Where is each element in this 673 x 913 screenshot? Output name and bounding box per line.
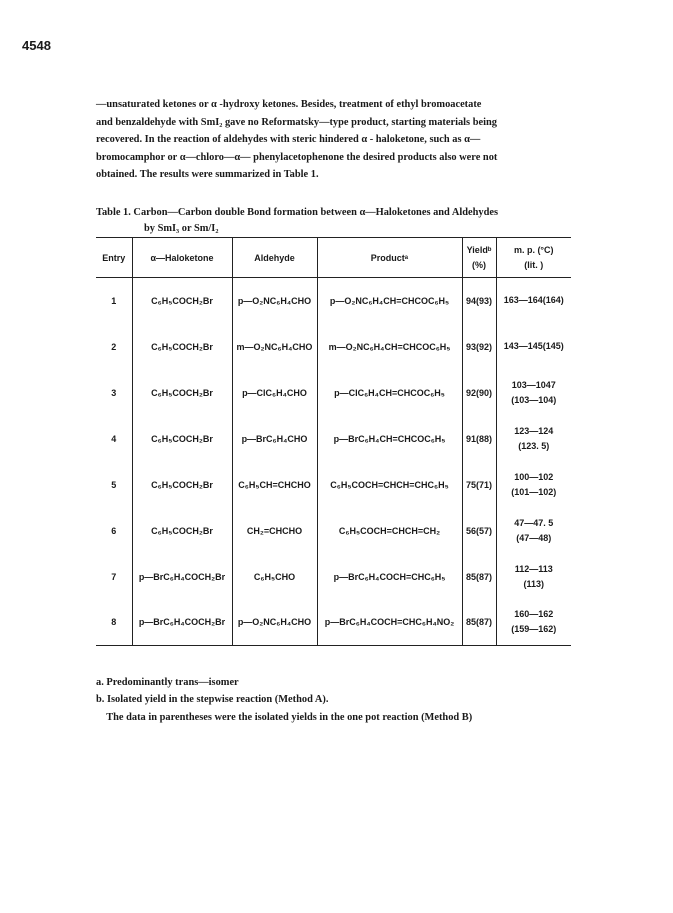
cell-aldehyde: p—O₂NC₆H₄CHO (232, 278, 317, 324)
header-product: Productᵃ (317, 238, 462, 278)
cell-mp-line1: 47—47. 5 (514, 517, 554, 528)
cell-haloketone: C₆H₅COCH₂Br (132, 462, 232, 508)
body-paragraph (96, 96, 570, 184)
cell-product: C₆H₅COCH=CHCH=CH₂ (317, 508, 462, 554)
cell-aldehyde: m—O₂NC₆H₄CHO (232, 324, 317, 370)
cell-mp-line2: (47—48) (516, 532, 552, 543)
cell-mp-line2: (101—102) (511, 486, 557, 497)
cell-product: m—O₂NC₆H₄CH=CHCOC₆H₅ (317, 324, 462, 370)
table-row (96, 370, 571, 416)
cell-mp-line1: 143—145(145) (503, 341, 564, 351)
cell-yield: 93(92) (462, 324, 496, 370)
table-caption-line1: Table 1. Carbon—Carbon double Bond formation between α—Haloketones and Aldehydes (96, 207, 499, 218)
table-row (96, 324, 571, 370)
body-line: bromocamphor or α—chloro—α— phenylacetophenone the desired products also were not (96, 151, 498, 163)
header-aldehyde: Aldehyde (232, 238, 317, 278)
cell-yield: 75(71) (462, 462, 496, 508)
header-mp-line2: (lit. ) (524, 259, 544, 270)
cell-haloketone: p—BrC₆H₄COCH₂Br (132, 600, 232, 646)
cell-product: p—BrC₆H₄COCH=CHC₆H₅ (317, 554, 462, 600)
cell-mp-line2: (123. 5) (518, 440, 550, 451)
cell-yield: 85(87) (462, 554, 496, 600)
cell-mp (496, 324, 571, 370)
table-row (96, 462, 571, 508)
cell-mp-line1: 123—124 (514, 425, 554, 436)
body-line: —unsaturated ketones or α -hydroxy ketones. Besides, treatment of ethyl bromoacetate (96, 99, 482, 110)
footnote-parentheses: The data in parentheses were the isolated yields in the one pot reaction (Method B) (96, 711, 473, 723)
header-haloketone: α—Haloketone (132, 238, 232, 278)
cell-entry: 4 (111, 433, 117, 444)
cell-yield: 85(87) (462, 600, 496, 646)
cell-aldehyde: p—O₂NC₆H₄CHO (232, 600, 317, 646)
cell-product: p—BrC₆H₄COCH=CHC₆H₄NO₂ (317, 600, 462, 646)
body-line: obtained. The results were summarized in Table 1. (96, 169, 319, 181)
header-mp-line1: m. p. (°C) (513, 244, 554, 255)
cell-haloketone: C₆H₅COCH₂Br (132, 370, 232, 416)
cell-entry: 1 (111, 295, 117, 306)
cell-yield: 56(57) (462, 508, 496, 554)
cell-mp (496, 416, 571, 462)
table-caption-line2: by SmI₃ or Sm/I₂ (144, 223, 219, 234)
cell-aldehyde: C₆H₅CHO (232, 554, 317, 600)
cell-aldehyde: C₆H₅CH=CHCHO (232, 462, 317, 508)
cell-haloketone: C₆H₅COCH₂Br (132, 278, 232, 324)
header-yield-line2: (%) (472, 259, 486, 270)
cell-mp (496, 600, 571, 646)
cell-haloketone: p—BrC₆H₄COCH₂Br (132, 554, 232, 600)
cell-entry: 2 (111, 341, 117, 352)
cell-yield: 94(93) (462, 278, 496, 324)
cell-entry: 6 (111, 525, 117, 536)
cell-aldehyde: p—ClC₆H₄CHO (232, 370, 317, 416)
cell-haloketone: C₆H₅COCH₂Br (132, 416, 232, 462)
cell-entry: 7 (111, 571, 117, 582)
page-number: 4548 (22, 38, 51, 53)
table-row (96, 416, 571, 462)
cell-mp (496, 462, 571, 508)
cell-product: p—O₂NC₆H₄CH=CHCOC₆H₅ (317, 278, 462, 324)
cell-mp (496, 508, 571, 554)
cell-yield: 92(90) (462, 370, 496, 416)
table-row (96, 508, 571, 554)
header-mp (496, 238, 571, 278)
footnote-a: a. Predominantly trans—isomer (96, 677, 239, 688)
cell-mp (496, 370, 571, 416)
cell-mp-line1: 160—162 (514, 609, 554, 620)
cell-entry: 8 (96, 600, 132, 646)
cell-entry: 3 (111, 387, 117, 398)
cell-mp-line1: 163—164(164) (503, 295, 564, 306)
footnote-b: b. Isolated yield in the stepwise reaction (Method A). (96, 694, 329, 706)
header-yield-line1: Yieldᵇ (466, 244, 492, 255)
cell-product: p—ClC₆H₄CH=CHCOC₆H₅ (317, 370, 462, 416)
table-row (96, 600, 571, 646)
cell-aldehyde: p—BrC₆H₄CHO (232, 416, 317, 462)
cell-haloketone: C₆H₅COCH₂Br (132, 324, 232, 370)
cell-mp-line1: 112—113 (514, 563, 553, 574)
cell-entry: 5 (111, 479, 117, 490)
results-table (96, 237, 571, 646)
cell-mp (496, 554, 571, 600)
cell-mp-line1: 103—1047 (511, 379, 556, 390)
cell-aldehyde: CH₂=CHCHO (232, 508, 317, 554)
header-entry: Entry (96, 238, 132, 278)
table-row (96, 278, 571, 324)
table-caption (96, 205, 570, 237)
cell-mp-line2: (113) (523, 578, 544, 589)
cell-mp (496, 278, 571, 324)
cell-product: C₆H₅COCH=CHCH=CHC₆H₅ (317, 462, 462, 508)
cell-mp-line2: (103—104) (511, 394, 557, 405)
header-yield (462, 238, 496, 278)
cell-haloketone: C₆H₅COCH₂Br (132, 508, 232, 554)
body-line: recovered. In the reaction of aldehydes with steric hindered α - haloketone, such as α— (96, 134, 481, 146)
cell-yield: 91(88) (462, 416, 496, 462)
cell-mp-line1: 100—102 (514, 471, 554, 482)
table-footnotes (96, 674, 586, 726)
cell-mp-line2: (159—162) (511, 624, 557, 635)
table-header-row (96, 238, 571, 278)
body-line: and benzaldehyde with SmI₂ gave no Reformatsky—type product, starting materials being (96, 116, 497, 128)
table-row (96, 554, 571, 600)
cell-product: p—BrC₆H₄CH=CHCOC₆H₅ (317, 416, 462, 462)
